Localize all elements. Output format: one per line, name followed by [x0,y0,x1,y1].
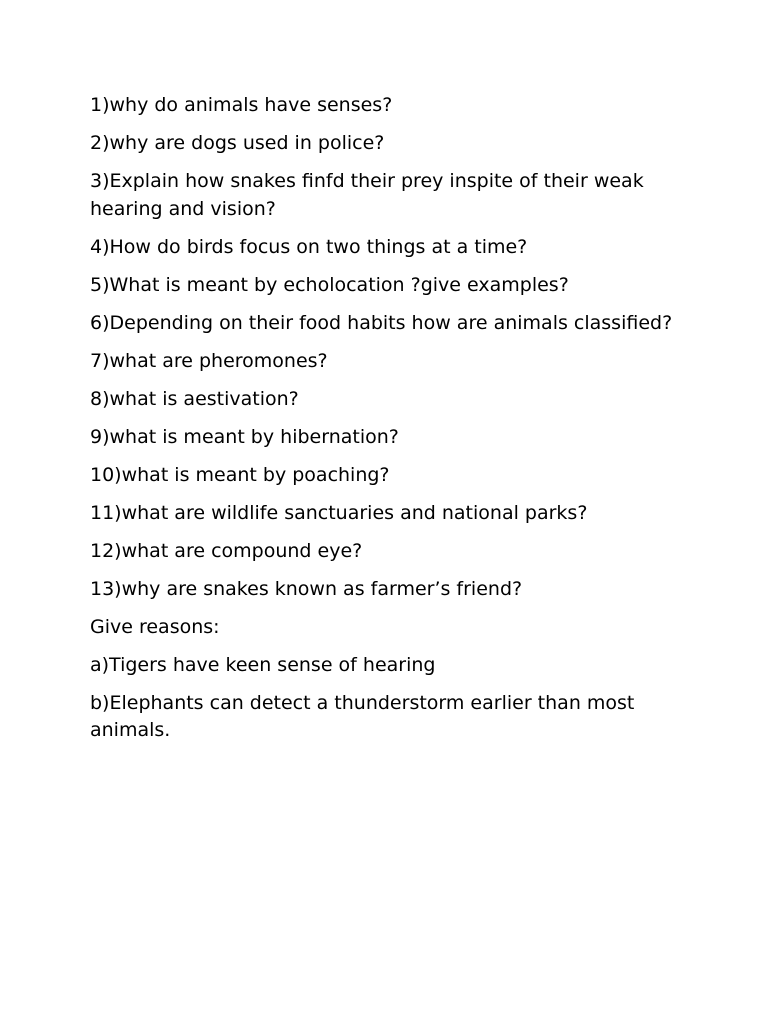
question-11: 11)what are wildlife sanctuaries and national parks? [90,501,588,524]
question-2: 2)why are dogs used in police? [90,132,385,154]
question-12: 12)what are compound eye? [90,539,363,562]
question-10: 10)what is meant by poaching? [90,463,390,486]
question-6: 6)Depending on their food habits how are animals classified? [90,311,673,334]
question-9: 9)what is meant by hibernation? [90,425,399,448]
question-4: 4)How do birds focus on two things at a time? [90,235,528,258]
question-1: 1)why do animals have senses? [90,94,393,116]
question-5: 5)What is meant by echolocation ?give examples? [90,273,569,296]
question-13: 13)why are snakes known as farmer’s friend? [90,577,523,600]
question-3: 3)Explain how snakes finfd their prey inspite of their weak hearing and vision? [90,170,644,220]
question-8: 8)what is aestivation? [90,387,299,410]
reasons-heading: Give reasons: [90,615,220,638]
reason-a: a)Tigers have keen sense of hearing [90,653,436,676]
reason-b: b)Elephants can detect a thunderstorm earlier than most animals. [90,691,635,741]
document-page [90,92,690,755]
question-7: 7)what are pheromones? [90,349,328,372]
